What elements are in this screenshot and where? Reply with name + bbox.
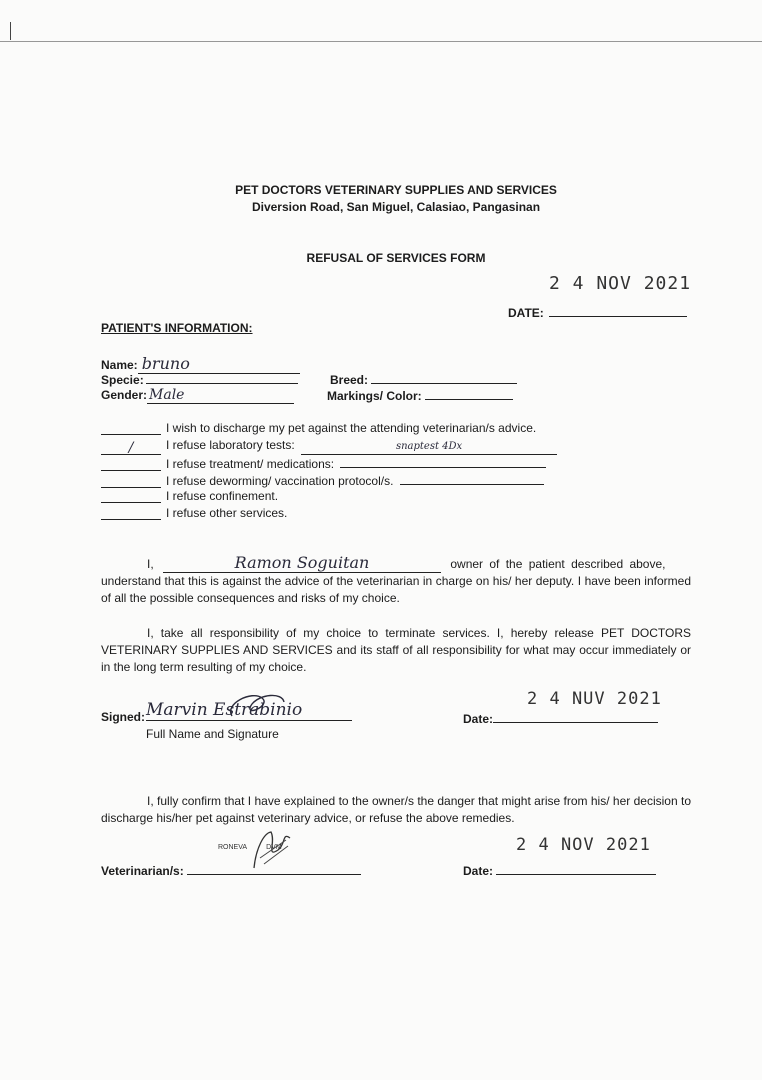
refusal-detail: snaptest 4Dx: [301, 441, 557, 455]
specie-label: Specie:: [101, 373, 144, 387]
refusal-detail: [400, 472, 544, 485]
markings-label: Markings/ Color:: [327, 389, 422, 403]
refusal-row-discharge[interactable]: [101, 421, 571, 438]
markings-value: [425, 387, 513, 400]
refusal-mark[interactable]: [101, 422, 161, 435]
name-label: Name:: [101, 358, 138, 372]
signature-loop-icon: [222, 684, 292, 724]
statement-para-2: I, take all responsibility of my choice to terminate services. I, hereby release PET DOCTORS VETERINARY SUPPLIES AND SERVICES and its staff of all responsibility for what may occur immediately or in the long term resulting of my choice.: [101, 626, 691, 674]
owner-name-value[interactable]: Ramon Soguitan: [163, 553, 441, 573]
owner-date-stamp: 2 4 NUV 2021: [527, 689, 662, 709]
veterinarian-field[interactable]: [101, 862, 361, 878]
breed-value: [371, 371, 517, 384]
scan-corner-mark: [10, 22, 11, 40]
markings-field[interactable]: [327, 387, 513, 403]
statement-para-1: understand that this is against the advice of the veterinarian in charge on his/ her deputy. I have been informed of all the possible consequences and risks of my choice.: [101, 574, 691, 605]
breed-label: Breed:: [330, 373, 369, 387]
date-stamp: 2 4 NOV 2021: [549, 273, 692, 294]
specie-field[interactable]: [101, 371, 298, 387]
vet-stamp-text: RONEVA DVM: [218, 844, 282, 851]
refusal-text: I refuse other services.: [166, 506, 288, 520]
form-title: REFUSAL OF SERVICES FORM: [306, 251, 486, 265]
vet-confirm-para: I, fully confirm that I have explained to the owner/s the danger that might arise from his/ her decision to discharge his/her pet against veterinary advice, or refuse the above remedies.: [101, 794, 691, 825]
name-value: bruno: [138, 354, 300, 374]
refusal-row-confinement[interactable]: [101, 489, 571, 506]
gender-label: Gender:: [101, 388, 148, 402]
gender-value: Male: [147, 387, 294, 404]
refusal-mark[interactable]: [101, 458, 161, 471]
breed-field[interactable]: [330, 371, 517, 387]
refusal-text: I refuse confinement.: [166, 489, 279, 503]
vet-date-label: Date:: [463, 864, 494, 878]
owner-text: owner of the patient described above,: [450, 557, 666, 571]
vet-date-line: [496, 862, 656, 875]
refusal-text: I refuse laboratory tests:: [166, 438, 295, 452]
refusal-text: I wish to discharge my pet against the attending veterinarian/s advice.: [166, 421, 537, 435]
owner-signature[interactable]: Marvin Estrabinio: [146, 700, 352, 721]
refusal-detail: [340, 455, 546, 468]
refusal-row-deworming[interactable]: [101, 472, 571, 489]
owner-date-line: [493, 710, 658, 723]
refusal-mark[interactable]: [101, 490, 161, 503]
signature-caption: Full Name and Signature: [146, 727, 279, 741]
scan-edge-line: [0, 41, 762, 42]
i-label: I,: [147, 557, 154, 571]
date-label: DATE:: [508, 306, 544, 320]
refusal-mark[interactable]: [101, 475, 161, 488]
vet-date-stamp: 2 4 NOV 2021: [516, 835, 651, 855]
business-name: PET DOCTORS VETERINARY SUPPLIES AND SERVICES: [235, 183, 557, 197]
owner-statement-line: [101, 553, 691, 573]
refusal-text: I refuse treatment/ medications:: [166, 457, 335, 471]
owner-date-label: Date:: [463, 712, 494, 726]
vet-date-field[interactable]: [463, 862, 656, 878]
date-field[interactable]: [508, 304, 687, 320]
refusal-row-other[interactable]: [101, 506, 571, 523]
patient-section-title: PATIENT'S INFORMATION:: [101, 321, 253, 335]
refusal-mark[interactable]: [101, 507, 161, 520]
specie-value: [146, 371, 298, 384]
refusal-mark[interactable]: /: [101, 442, 161, 455]
business-address: Diversion Road, San Miguel, Calasiao, Pangasinan: [251, 200, 541, 214]
refusal-row-treatment[interactable]: [101, 455, 571, 472]
veterinarian-label: Veterinarian/s:: [101, 864, 184, 878]
refusal-text: I refuse deworming/ vaccination protocol/s.: [166, 474, 394, 488]
refusal-row-lab-tests[interactable]: [101, 438, 571, 455]
refusal-list: [101, 421, 571, 523]
signed-label: Signed:: [101, 710, 145, 724]
date-line: [549, 304, 687, 317]
gender-field[interactable]: [101, 387, 294, 404]
owner-date-field[interactable]: [463, 710, 658, 726]
veterinarian-line: [187, 862, 361, 875]
